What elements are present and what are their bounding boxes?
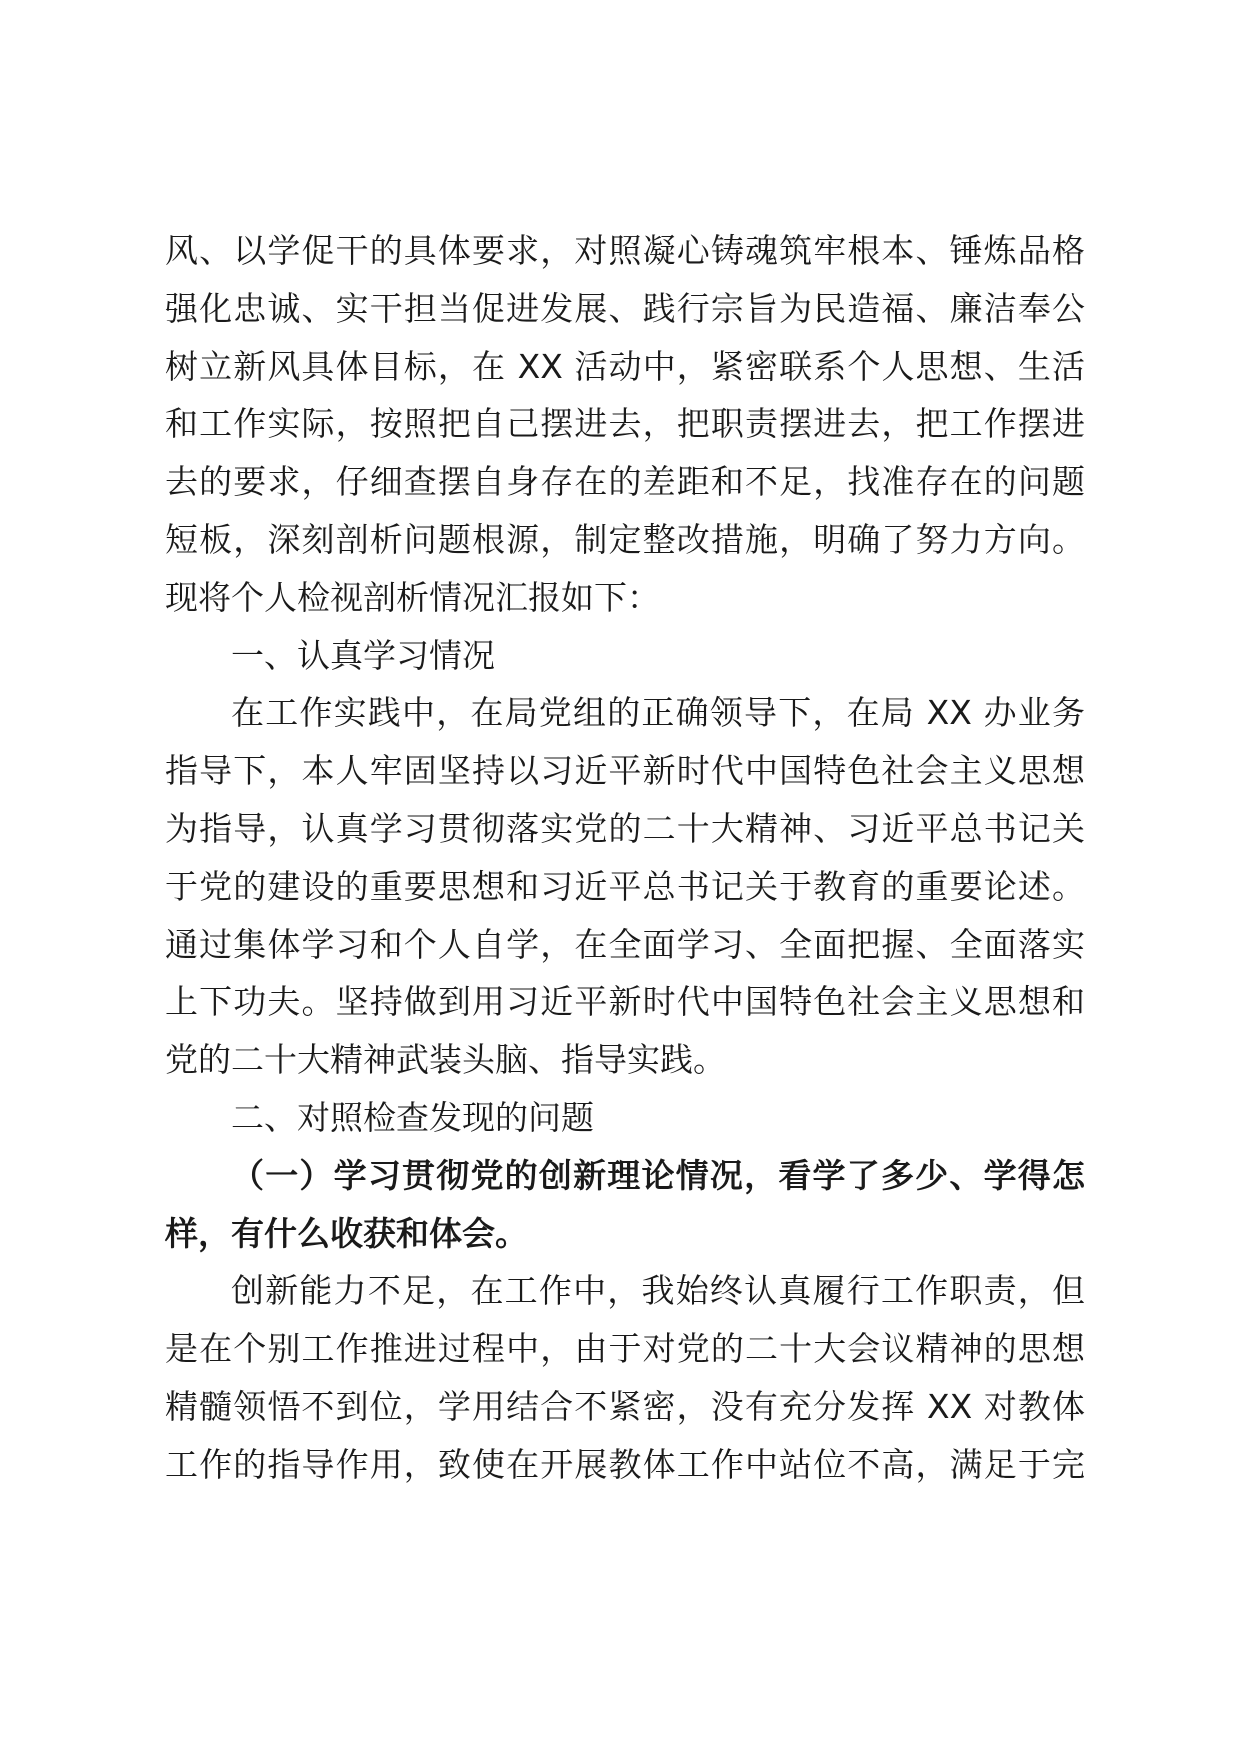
text-line: 风、以学促干的具体要求，对照凝心铸魂筑牢根本、锤炼品格: [165, 231, 1085, 270]
text-line: 为指导，认真学习贯彻落实党的二十大精神、习近平总书记关: [165, 808, 1085, 848]
text-line: 指导下，本人牢固坚持以习近平新时代中国特色社会主义思想: [165, 751, 1085, 791]
text-line: 现将个人检视剖析情况汇报如下：: [165, 577, 660, 617]
text-line: 通过集体学习和个人自学，在全面学习、全面把握、全面落实: [165, 924, 1085, 964]
text-line: 在工作实践中，在局党组的正确领导下，在局 XX 办业务: [231, 693, 1085, 733]
text-line: 工作的指导作用，致使在开展教体工作中站位不高，满足于完: [165, 1444, 1085, 1484]
text-line: 树立新风具体目标，在 XX 活动中，紧密联系个人思想、生活: [165, 346, 1085, 386]
text-line: 党的二十大精神武装头脑、指导实践。: [165, 1040, 726, 1080]
subsection-heading-continued: 样，有什么收获和体会。: [165, 1213, 528, 1253]
text-line: 上下功夫。坚持做到用习近平新时代中国特色社会主义思想和: [165, 982, 1085, 1022]
text-line: 是在个别工作推进过程中，由于对党的二十大会议精神的思想: [165, 1329, 1085, 1369]
text-line: 精髓领悟不到位，学用结合不紧密，没有充分发挥 XX 对教体: [165, 1386, 1085, 1426]
section-heading: 一、认真学习情况: [231, 635, 495, 675]
subsection-heading: （一）学习贯彻党的创新理论情况，看学了多少、学得怎: [231, 1155, 1085, 1195]
document-body: [165, 222, 1085, 1494]
text-line: 和工作实际，按照把自己摆进去，把职责摆进去，把工作摆进: [165, 404, 1085, 444]
section-heading: 二、对照检查发现的问题: [231, 1097, 594, 1137]
text-line: 于党的建设的重要思想和习近平总书记关于教育的重要论述。: [165, 866, 1085, 906]
text-line: 去的要求，仔细查摆自身存在的差距和不足，找准存在的问题: [165, 462, 1085, 502]
text-line: 创新能力不足，在工作中，我始终认真履行工作职责，但: [231, 1271, 1085, 1311]
text-line: 短板，深刻剖析问题根源，制定整改措施，明确了努力方向。: [165, 519, 1085, 559]
text-line: 强化忠诚、实干担当促进发展、践行宗旨为民造福、廉洁奉公: [165, 288, 1085, 328]
